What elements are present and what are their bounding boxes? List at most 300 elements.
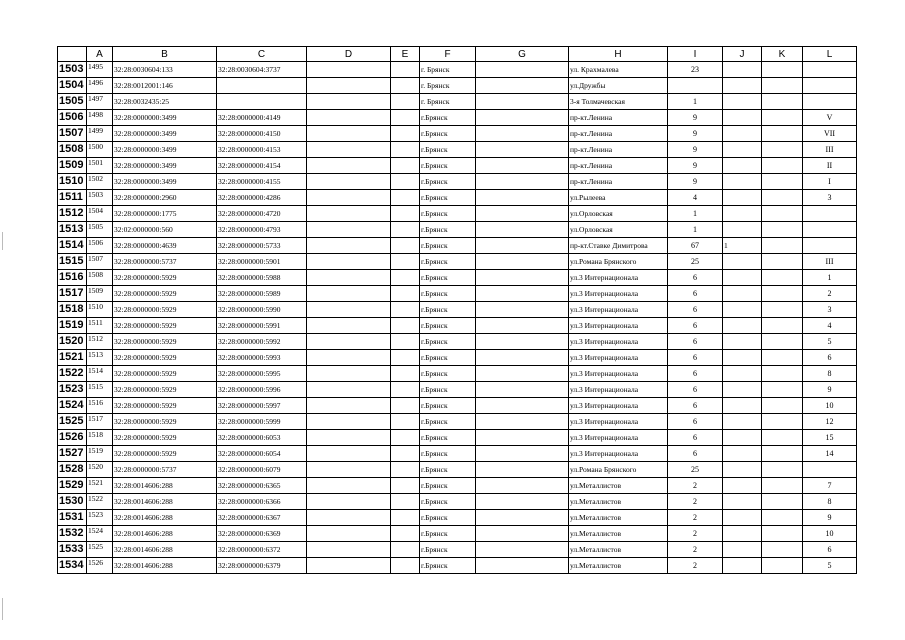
cell-j [723, 110, 762, 126]
column-header-j: J [723, 47, 762, 62]
cell-j [723, 494, 762, 510]
cell-d [307, 270, 391, 286]
cell-i: 6 [668, 414, 723, 430]
cell-l: V [803, 110, 857, 126]
cell-f: г.Брянск [420, 110, 476, 126]
spreadsheet-table [57, 46, 857, 574]
table-row [58, 350, 857, 366]
cell-j [723, 366, 762, 382]
cell-j [723, 510, 762, 526]
cell-d [307, 446, 391, 462]
column-header-e: E [391, 47, 420, 62]
column-header-f: F [420, 47, 476, 62]
cell-e [391, 174, 420, 190]
cell-b: 32:28:0000000:3499 [113, 126, 217, 142]
row-number: 1511 [58, 190, 87, 206]
cell-l: 10 [803, 398, 857, 414]
cell-j: 1 [723, 238, 762, 254]
cell-f: г.Брянск [420, 334, 476, 350]
cell-b: 32:28:0014606:288 [113, 542, 217, 558]
cell-b: 32:28:0014606:288 [113, 526, 217, 542]
table-row [58, 238, 857, 254]
cell-k [762, 558, 803, 574]
table-row [58, 206, 857, 222]
cell-c: 32:28:0000000:5988 [217, 270, 307, 286]
cell-d [307, 142, 391, 158]
column-header-c: C [217, 47, 307, 62]
cell-a: 1507 [87, 254, 113, 270]
cell-h: ул.Металлистов [569, 478, 668, 494]
cell-i: 6 [668, 318, 723, 334]
cell-g [476, 126, 569, 142]
cell-b: 32:28:0032435:25 [113, 94, 217, 110]
cell-f: г.Брянск [420, 270, 476, 286]
cell-l [803, 238, 857, 254]
cell-a: 1515 [87, 382, 113, 398]
cell-h: пр-кт.Ленина [569, 110, 668, 126]
cell-i: 2 [668, 494, 723, 510]
cell-e [391, 158, 420, 174]
cell-f: г.Брянск [420, 142, 476, 158]
cell-j [723, 318, 762, 334]
cell-k [762, 302, 803, 318]
cell-l: 10 [803, 526, 857, 542]
cell-b: 32:28:0000000:5929 [113, 302, 217, 318]
cell-i: 9 [668, 158, 723, 174]
cell-h: ул.Металлистов [569, 558, 668, 574]
cell-l [803, 78, 857, 94]
cell-d [307, 558, 391, 574]
cell-c: 32:28:0000000:5999 [217, 414, 307, 430]
cell-k [762, 206, 803, 222]
cell-b: 32:28:0000000:3499 [113, 174, 217, 190]
cell-d [307, 542, 391, 558]
cell-c: 32:28:0000000:4286 [217, 190, 307, 206]
row-number: 1530 [58, 494, 87, 510]
cell-e [391, 318, 420, 334]
cell-h: ул.3 Интернационала [569, 350, 668, 366]
cell-g [476, 510, 569, 526]
cell-g [476, 318, 569, 334]
cell-j [723, 222, 762, 238]
cell-e [391, 334, 420, 350]
cell-l: 15 [803, 430, 857, 446]
cell-i: 9 [668, 110, 723, 126]
cell-j [723, 270, 762, 286]
cell-c: 32:28:0000000:6054 [217, 446, 307, 462]
cell-j [723, 126, 762, 142]
cell-i: 9 [668, 142, 723, 158]
cell-i: 6 [668, 382, 723, 398]
cell-e [391, 366, 420, 382]
cell-l: 4 [803, 318, 857, 334]
cell-b: 32:28:0000000:5929 [113, 414, 217, 430]
cell-e [391, 62, 420, 78]
cell-f: г.Брянск [420, 190, 476, 206]
table-row [58, 270, 857, 286]
cell-g [476, 414, 569, 430]
cell-j [723, 62, 762, 78]
cell-c: 32:28:0030604:3737 [217, 62, 307, 78]
cell-k [762, 462, 803, 478]
cell-l: 7 [803, 478, 857, 494]
cell-h: пр-кт.Ставке Димитрова [569, 238, 668, 254]
cell-b: 32:28:0014606:288 [113, 494, 217, 510]
cell-l: 5 [803, 558, 857, 574]
table-row [58, 126, 857, 142]
cell-f: г.Брянск [420, 238, 476, 254]
row-number: 1514 [58, 238, 87, 254]
cell-g [476, 526, 569, 542]
table-row [58, 94, 857, 110]
row-number: 1513 [58, 222, 87, 238]
cell-l: 1 [803, 270, 857, 286]
cell-k [762, 238, 803, 254]
cell-h: ул.3 Интернационала [569, 382, 668, 398]
row-number: 1504 [58, 78, 87, 94]
cell-j [723, 254, 762, 270]
row-number: 1521 [58, 350, 87, 366]
cell-h: ул.3 Интернационала [569, 286, 668, 302]
cell-e [391, 526, 420, 542]
row-number: 1524 [58, 398, 87, 414]
cell-k [762, 190, 803, 206]
column-header-l: L [803, 47, 857, 62]
cell-e [391, 510, 420, 526]
cell-j [723, 382, 762, 398]
cell-l: 8 [803, 494, 857, 510]
cell-i: 6 [668, 302, 723, 318]
cell-j [723, 78, 762, 94]
cell-d [307, 398, 391, 414]
column-header-k: K [762, 47, 803, 62]
cell-e [391, 254, 420, 270]
cell-a: 1521 [87, 478, 113, 494]
cell-c: 32:28:0000000:6369 [217, 526, 307, 542]
cell-a: 1501 [87, 158, 113, 174]
cell-k [762, 350, 803, 366]
cell-c: 32:28:0000000:4155 [217, 174, 307, 190]
cell-d [307, 414, 391, 430]
table-row [58, 398, 857, 414]
cell-e [391, 110, 420, 126]
cell-i: 25 [668, 254, 723, 270]
cell-b: 32:28:0000000:3499 [113, 110, 217, 126]
cell-i: 6 [668, 366, 723, 382]
row-number: 1534 [58, 558, 87, 574]
cell-g [476, 446, 569, 462]
table-row [58, 414, 857, 430]
cell-g [476, 206, 569, 222]
cell-a: 1517 [87, 414, 113, 430]
row-number: 1505 [58, 94, 87, 110]
cell-k [762, 446, 803, 462]
cell-i: 1 [668, 222, 723, 238]
cell-j [723, 478, 762, 494]
cell-h: ул.3 Интернационала [569, 318, 668, 334]
cell-k [762, 126, 803, 142]
cell-g [476, 270, 569, 286]
cell-g [476, 286, 569, 302]
cell-j [723, 174, 762, 190]
cell-d [307, 382, 391, 398]
table-row [58, 382, 857, 398]
cell-j [723, 190, 762, 206]
cell-l: 2 [803, 286, 857, 302]
cell-f: г.Брянск [420, 542, 476, 558]
row-number: 1531 [58, 510, 87, 526]
row-number: 1533 [58, 542, 87, 558]
cell-h: ул. Крахмалева [569, 62, 668, 78]
cell-j [723, 398, 762, 414]
cell-d [307, 78, 391, 94]
cell-h: ул.3 Интернационала [569, 270, 668, 286]
row-number: 1515 [58, 254, 87, 270]
cell-f: г.Брянск [420, 398, 476, 414]
cell-l: 8 [803, 366, 857, 382]
cell-g [476, 542, 569, 558]
cell-f: г.Брянск [420, 350, 476, 366]
cell-g [476, 398, 569, 414]
cell-d [307, 526, 391, 542]
cell-a: 1522 [87, 494, 113, 510]
row-number: 1512 [58, 206, 87, 222]
cell-k [762, 110, 803, 126]
cell-a: 1504 [87, 206, 113, 222]
cell-k [762, 254, 803, 270]
cell-h: ул.Металлистов [569, 542, 668, 558]
cell-l: 12 [803, 414, 857, 430]
cell-j [723, 286, 762, 302]
table-row [58, 558, 857, 574]
cell-e [391, 270, 420, 286]
cell-c: 32:28:0000000:6053 [217, 430, 307, 446]
table-row [58, 222, 857, 238]
cell-d [307, 126, 391, 142]
cell-l: I [803, 174, 857, 190]
cell-e [391, 414, 420, 430]
cell-k [762, 62, 803, 78]
cell-e [391, 446, 420, 462]
table-body [58, 62, 857, 574]
cell-a: 1511 [87, 318, 113, 334]
cell-i: 2 [668, 558, 723, 574]
cell-a: 1499 [87, 126, 113, 142]
table-row [58, 542, 857, 558]
cell-l: III [803, 142, 857, 158]
cell-d [307, 94, 391, 110]
table-row [58, 430, 857, 446]
table-row [58, 110, 857, 126]
table-row [58, 510, 857, 526]
cell-e [391, 78, 420, 94]
column-header-d: D [307, 47, 391, 62]
cell-f: г.Брянск [420, 366, 476, 382]
row-number: 1525 [58, 414, 87, 430]
cell-d [307, 238, 391, 254]
cell-f: г.Брянск [420, 302, 476, 318]
cell-l [803, 62, 857, 78]
cell-l: 5 [803, 334, 857, 350]
table-row [58, 174, 857, 190]
row-number: 1516 [58, 270, 87, 286]
row-number: 1507 [58, 126, 87, 142]
cell-f: г. Брянск [420, 78, 476, 94]
cell-f: г.Брянск [420, 526, 476, 542]
cell-g [476, 62, 569, 78]
cell-a: 1520 [87, 462, 113, 478]
cell-b: 32:28:0000000:5929 [113, 318, 217, 334]
cell-j [723, 94, 762, 110]
cell-e [391, 238, 420, 254]
cell-i: 4 [668, 190, 723, 206]
cell-a: 1505 [87, 222, 113, 238]
scan-edge-mark [2, 598, 3, 620]
cell-i: 2 [668, 510, 723, 526]
cell-c: 32:28:0000000:4153 [217, 142, 307, 158]
cell-j [723, 334, 762, 350]
cell-k [762, 526, 803, 542]
row-number: 1503 [58, 62, 87, 78]
cell-i: 2 [668, 478, 723, 494]
cell-i: 2 [668, 526, 723, 542]
cell-j [723, 542, 762, 558]
cell-e [391, 542, 420, 558]
table-row [58, 190, 857, 206]
cell-a: 1512 [87, 334, 113, 350]
cell-d [307, 350, 391, 366]
table-row [58, 334, 857, 350]
cell-h: ул.3 Интернационала [569, 398, 668, 414]
cell-c: 32:28:0000000:5997 [217, 398, 307, 414]
cell-c [217, 94, 307, 110]
table-row [58, 142, 857, 158]
cell-i: 23 [668, 62, 723, 78]
cell-b: 32:28:0000000:5929 [113, 430, 217, 446]
cell-b: 32:28:0012001:146 [113, 78, 217, 94]
row-number: 1532 [58, 526, 87, 542]
cell-l: III [803, 254, 857, 270]
cell-a: 1514 [87, 366, 113, 382]
cell-d [307, 462, 391, 478]
cell-j [723, 430, 762, 446]
cell-h: ул.Дружбы [569, 78, 668, 94]
cell-c [217, 78, 307, 94]
table-row [58, 62, 857, 78]
cell-d [307, 206, 391, 222]
cell-g [476, 254, 569, 270]
cell-l [803, 94, 857, 110]
cell-g [476, 494, 569, 510]
cell-c: 32:28:0000000:5733 [217, 238, 307, 254]
cell-k [762, 286, 803, 302]
cell-i: 6 [668, 270, 723, 286]
cell-h: ул.3 Интернационала [569, 414, 668, 430]
cell-f: г.Брянск [420, 414, 476, 430]
cell-h: ул.3 Интернационала [569, 446, 668, 462]
cell-g [476, 366, 569, 382]
row-number: 1510 [58, 174, 87, 190]
scan-edge-mark [2, 232, 3, 250]
cell-d [307, 366, 391, 382]
cell-b: 32:28:0014606:288 [113, 558, 217, 574]
table-row [58, 526, 857, 542]
row-number: 1506 [58, 110, 87, 126]
cell-h: ул.3 Интернационала [569, 302, 668, 318]
cell-h: ул.Металлистов [569, 526, 668, 542]
cell-e [391, 286, 420, 302]
cell-d [307, 190, 391, 206]
cell-g [476, 430, 569, 446]
cell-j [723, 350, 762, 366]
cell-a: 1519 [87, 446, 113, 462]
cell-g [476, 142, 569, 158]
cell-b: 32:28:0000000:3499 [113, 158, 217, 174]
cell-b: 32:28:0014606:288 [113, 510, 217, 526]
cell-a: 1498 [87, 110, 113, 126]
cell-d [307, 174, 391, 190]
cell-f: г.Брянск [420, 254, 476, 270]
cell-g [476, 94, 569, 110]
cell-g [476, 462, 569, 478]
cell-d [307, 286, 391, 302]
table-row [58, 494, 857, 510]
cell-c: 32:28:0000000:4793 [217, 222, 307, 238]
cell-k [762, 334, 803, 350]
cell-b: 32:28:0000000:5929 [113, 350, 217, 366]
cell-g [476, 158, 569, 174]
cell-l [803, 462, 857, 478]
cell-k [762, 174, 803, 190]
row-number: 1509 [58, 158, 87, 174]
cell-c: 32:28:0000000:6379 [217, 558, 307, 574]
table-row [58, 318, 857, 334]
cell-d [307, 430, 391, 446]
table-row [58, 158, 857, 174]
cell-k [762, 542, 803, 558]
cell-i: 1 [668, 206, 723, 222]
cell-c: 32:28:0000000:6366 [217, 494, 307, 510]
cell-e [391, 430, 420, 446]
cell-e [391, 350, 420, 366]
cell-d [307, 318, 391, 334]
table-row [58, 286, 857, 302]
cell-a: 1496 [87, 78, 113, 94]
cell-f: г.Брянск [420, 382, 476, 398]
column-header-row [58, 47, 857, 62]
cell-f: г. Брянск [420, 62, 476, 78]
cell-c: 32:28:0000000:5989 [217, 286, 307, 302]
cell-i: 6 [668, 446, 723, 462]
cell-f: г.Брянск [420, 494, 476, 510]
cell-a: 1506 [87, 238, 113, 254]
cell-d [307, 510, 391, 526]
cell-l: 9 [803, 510, 857, 526]
cell-b: 32:28:0014606:288 [113, 478, 217, 494]
cell-f: г.Брянск [420, 462, 476, 478]
cell-e [391, 494, 420, 510]
table-row [58, 462, 857, 478]
cell-b: 32:28:0000000:5737 [113, 462, 217, 478]
cell-k [762, 270, 803, 286]
cell-j [723, 302, 762, 318]
cell-b: 32:28:0000000:5929 [113, 334, 217, 350]
cell-f: г.Брянск [420, 318, 476, 334]
cell-j [723, 558, 762, 574]
cell-i: 9 [668, 174, 723, 190]
cell-h: ул.Орловская [569, 222, 668, 238]
cell-a: 1523 [87, 510, 113, 526]
